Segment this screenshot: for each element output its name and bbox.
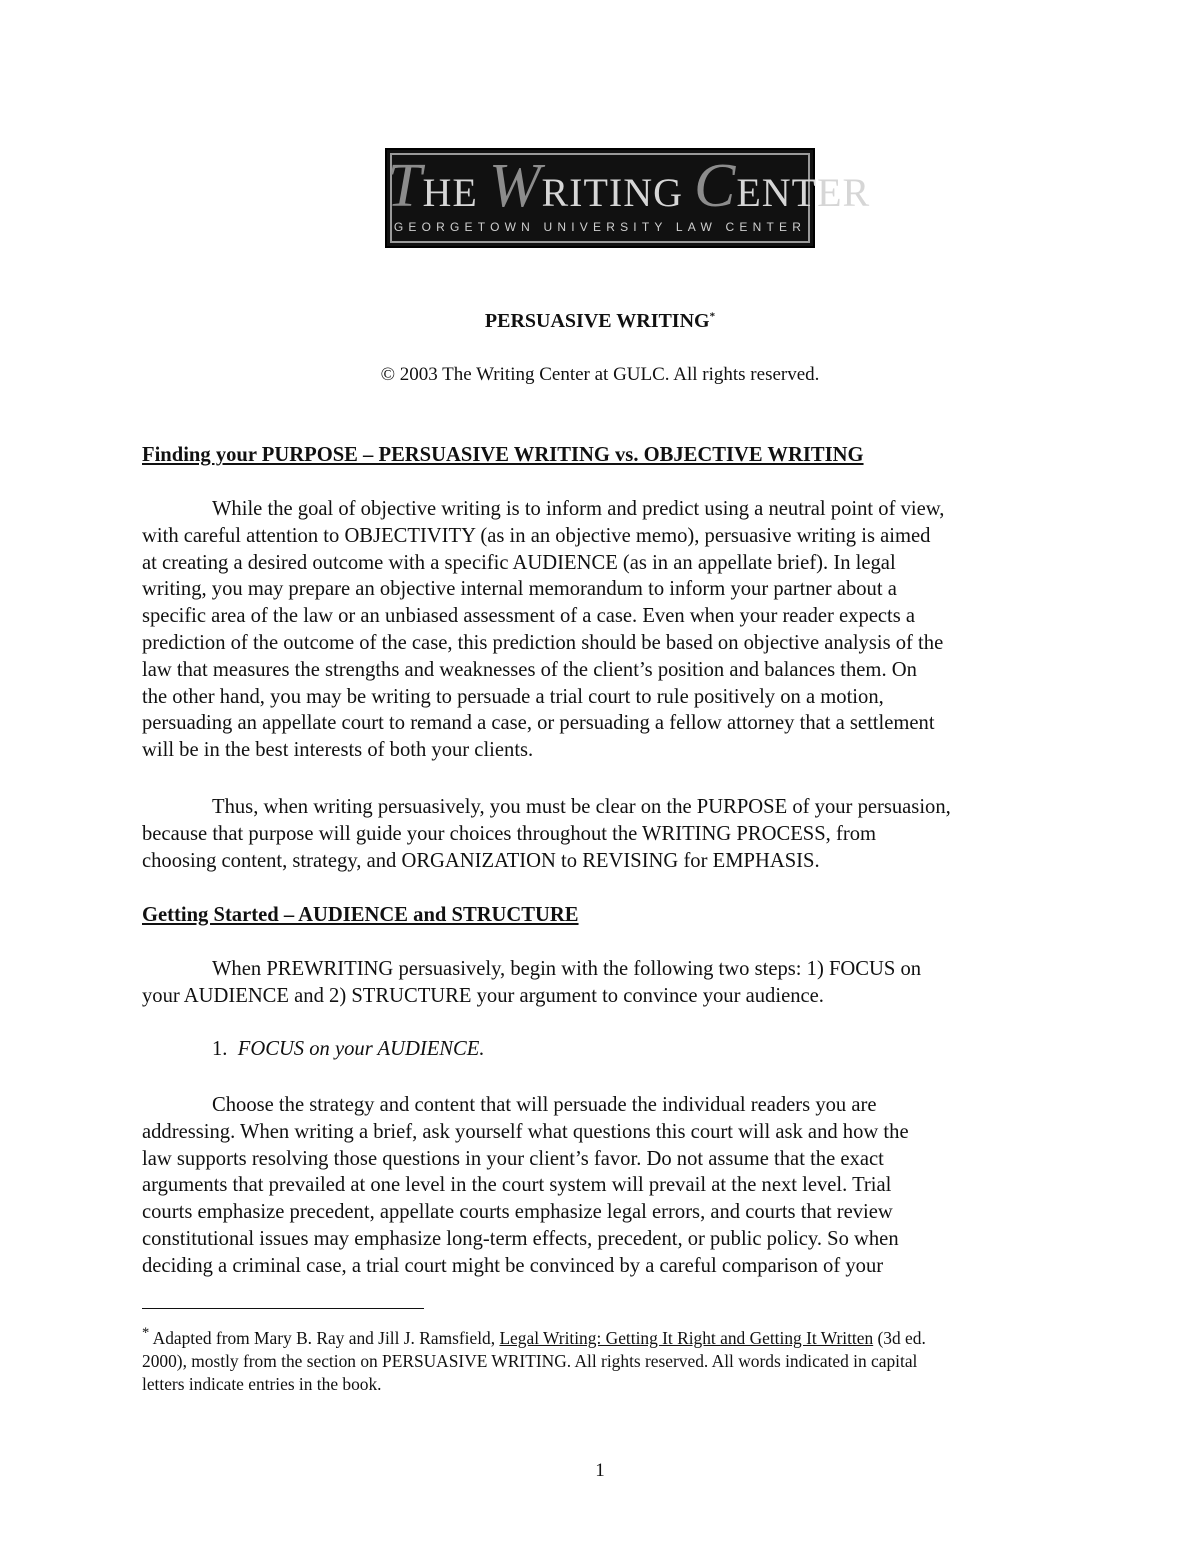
paragraph-line: at creating a desired outcome with a specific AUDIENCE (as in an appellate brief). In legal xyxy=(142,551,896,574)
paragraph-line: deciding a criminal case, a trial court might be convinced by a careful comparison of your xyxy=(142,1254,884,1277)
writing-center-logo xyxy=(385,148,871,248)
footnote-book-title: Legal Writing: Getting It Right and Getting It Written xyxy=(499,1327,874,1348)
paragraph-line: specific area of the law or an unbiased assessment of a case. Even when your reader expects a xyxy=(142,605,916,628)
paragraph-line: persuading an appellate court to remand a case, or persuading a fellow attorney that a settlement xyxy=(142,712,935,735)
section-getting-started xyxy=(142,902,1062,929)
paragraph-objective-vs-persuasive xyxy=(142,496,1062,764)
logo-subtitle: GEORGETOWN UNIVERSITY LAW CENTER xyxy=(393,220,807,234)
list-item xyxy=(142,1036,1062,1063)
section-heading: Getting Started – AUDIENCE and STRUCTURE xyxy=(142,904,579,926)
footnote xyxy=(142,1322,1062,1396)
title-footnote-mark: * xyxy=(709,310,716,323)
paragraph-strategy xyxy=(142,1092,1062,1280)
document-title: PERSUASIVE WRITING* xyxy=(484,310,716,332)
footnote-line: letters indicate entries in the book. xyxy=(142,1373,382,1394)
paragraph-line: courts emphasize precedent, appellate courts emphasize legal errors, and courts that review xyxy=(142,1201,893,1224)
list-item-number: 1. xyxy=(212,1038,228,1060)
footnote-mark: * xyxy=(142,1325,150,1341)
copyright-notice: © 2003 The Writing Center at GULC. All rights reserved. xyxy=(380,364,820,385)
paragraph-line: While the goal of objective writing is to inform and predict using a neutral point of view, xyxy=(212,498,945,520)
paragraph-line: Choose the strategy and content that will persuade the individual readers you are xyxy=(212,1094,877,1116)
footnote-line: * Adapted from Mary B. Ray and Jill J. Ramsfield, Legal Writing: Getting It Right and Getting It Written (3d ed. xyxy=(142,1325,926,1348)
paragraph-line: with careful attention to OBJECTIVITY (as in an objective memo), persuasive writing is aimed xyxy=(142,524,931,547)
footnote-line: 2000), mostly from the section on PERSUASIVE WRITING. All rights reserved. All words indicated in capital xyxy=(142,1350,918,1371)
paragraph-line: choosing content, strategy, and ORGANIZATION to REVISING for EMPHASIS. xyxy=(142,849,820,872)
paragraph-line: writing, you may prepare an objective internal memorandum to inform your partner about a xyxy=(142,578,897,601)
paragraph-line: constitutional issues may emphasize long-term effects, precedent, or public policy. So when xyxy=(142,1227,899,1250)
paragraph-line: your AUDIENCE and 2) STRUCTURE your argument to convince your audience. xyxy=(142,984,824,1007)
footnote-divider xyxy=(142,1308,424,1309)
paragraph-line: because that purpose will guide your choices throughout the WRITING PROCESS, from xyxy=(142,822,877,845)
paragraph-line: Thus, when writing persuasively, you must be clear on the PURPOSE of your persuasion, xyxy=(212,796,951,818)
section-heading: Finding your PURPOSE – PERSUASIVE WRITING vs. OBJECTIVE WRITING xyxy=(142,444,864,466)
logo-wordmark: THE WRITING CENTER xyxy=(387,152,871,220)
paragraph-line: addressing. When writing a brief, ask yourself what questions this court will ask and how the xyxy=(142,1120,909,1143)
section-purpose xyxy=(142,442,1062,469)
paragraph-line: prediction of the outcome of the case, this prediction should be based on objective analysis of the xyxy=(142,631,944,654)
paragraph-line: will be in the best interests of both your clients. xyxy=(142,739,534,762)
paragraph-line: arguments that prevailed at one level in the court system will prevail at the next level. Trial xyxy=(142,1174,892,1197)
list-item-text: FOCUS on your AUDIENCE. xyxy=(237,1038,485,1060)
paragraph-purpose xyxy=(142,794,1062,874)
page-number: 1 xyxy=(595,1460,605,1481)
paragraph-prewriting xyxy=(142,956,1062,1010)
paragraph-line: law supports resolving those questions in your client’s favor. Do not assume that the exact xyxy=(142,1147,884,1170)
paragraph-line: the other hand, you may be writing to persuade a trial court to rule positively on a motion, xyxy=(142,685,884,708)
list-item-focus xyxy=(142,1036,1062,1063)
paragraph-line: law that measures the strengths and weaknesses of the client’s position and balances them. On xyxy=(142,658,917,681)
paragraph-line: When PREWRITING persuasively, begin with the following two steps: 1) FOCUS on xyxy=(212,958,922,980)
